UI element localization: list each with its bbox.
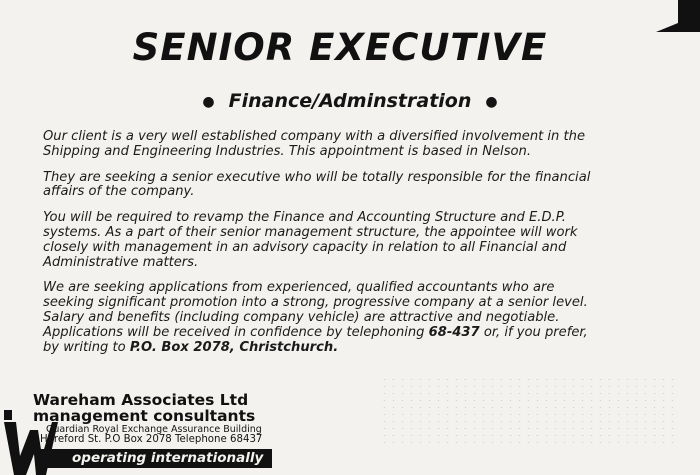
body-line [43, 341, 663, 356]
body-line: Salary and benefits (including company vehicle) are attractive and negotiable. [43, 309, 560, 325]
paragraph-client [43, 130, 663, 160]
body-text: Applications will be received in confidence by telephoning [43, 324, 429, 340]
body-line: Shipping and Engineering Industries. This appointment is based in Nelson. [43, 143, 531, 159]
body-line: Administrative matters. [43, 254, 199, 270]
body-line: You will be required to revamp the Finance and Accounting Structure and E.D.P. [43, 210, 566, 226]
company-tagline: management consultants [33, 407, 256, 425]
ad-headline: SENIOR EXECUTIVE [132, 26, 548, 69]
subhead-text: Finance/Adminstration [228, 90, 472, 112]
print-speckle [380, 376, 680, 446]
company-address-street: Hereford St. P.O Box 2078 Telephone 68437 [40, 434, 263, 445]
ad-body [43, 130, 663, 366]
paragraph-applications [43, 281, 663, 355]
company-address-building: Guardian Royal Exchange Assurance Building [46, 424, 262, 435]
telephone-number: 68-437 [428, 324, 480, 340]
company-name: Wareham Associates Ltd [33, 391, 249, 409]
body-line: Our client is a very well established company with a diversified involvement in the [43, 129, 586, 144]
bullet-icon: ● [485, 94, 498, 110]
body-line: seeking significant promotion into a strong, progressive company at a senior level. [43, 295, 588, 311]
paragraph-duties [43, 211, 663, 270]
body-line: We are seeking applications from experienced, qualified accountants who are [43, 280, 555, 296]
body-text: by writing to [43, 339, 130, 355]
ad-subhead [0, 88, 700, 115]
body-line: They are seeking a senior executive who will be totally responsible for the financial [43, 169, 591, 185]
body-line [43, 326, 663, 341]
body-line: closely with management in an advisory capacity in relation to all Financial and [43, 239, 567, 255]
body-line: systems. As a part of their senior management structure, the appointee will work [43, 224, 578, 240]
body-text: or, if you prefer, [479, 324, 588, 340]
paragraph-role [43, 171, 663, 201]
bullet-icon: ● [202, 94, 215, 110]
body-line: affairs of the company. [43, 184, 195, 200]
postal-address: P.O. Box 2078, Christchurch. [129, 339, 339, 355]
company-slogan: operating internationally [72, 450, 264, 466]
